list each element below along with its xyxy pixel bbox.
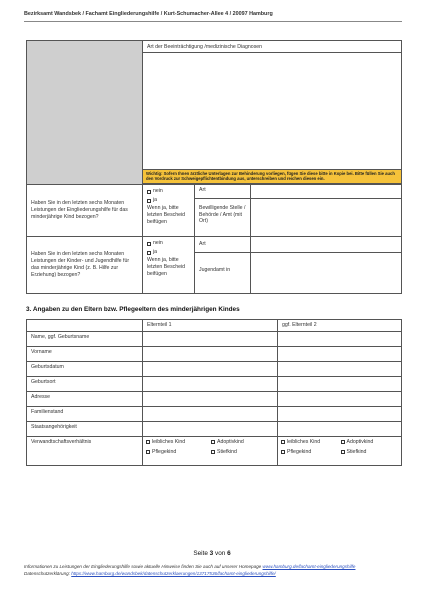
question-text: Haben Sie in den letzten sechs Monaten Leistungen der Eingliederungshilfe für das minderjährige Kind bezogen? — [27, 185, 143, 236]
col-parent-1: Elternteil 1 — [143, 320, 278, 331]
parent-1-field[interactable] — [143, 377, 278, 391]
checkbox-stiefkind[interactable] — [211, 450, 215, 454]
option-yes-label: ja — [153, 197, 158, 203]
page-current: 3 — [209, 550, 214, 557]
row-label: Geburtsort — [27, 377, 143, 391]
table-row — [27, 377, 401, 392]
checkbox-label: Stiefkind — [217, 449, 237, 455]
row-label: Geburtsdatum — [27, 362, 143, 376]
table-row — [27, 407, 401, 422]
table-row — [27, 332, 401, 347]
checkbox-leibliches-kind[interactable] — [281, 440, 285, 444]
yes-note: Wenn ja, bitte letzten Bescheid beifügen — [147, 205, 186, 225]
section-3-title: 3. Angaben zu den Eltern bzw. Pflegeeltern des minderjährigen Kindes — [26, 306, 240, 313]
checkbox-label: leibliches Kind — [287, 439, 321, 445]
checkbox-adoptivkind[interactable] — [341, 440, 345, 444]
row-label: Vorname — [27, 347, 143, 361]
art-label: Art — [195, 185, 251, 198]
art-label: Art — [195, 237, 251, 252]
privacy-label: Datenschutzerklärung: — [24, 571, 72, 576]
table-row — [27, 347, 401, 362]
parent-2-field[interactable] — [278, 422, 401, 436]
parent-1-field[interactable] — [143, 362, 278, 376]
parent-2-field[interactable] — [278, 332, 401, 346]
option-yes-label: ja — [153, 249, 158, 255]
question-text: Haben Sie in den letzten sechs Monaten Leistungen der Kinder- und Jugendhilfe für das minderjährige Kind (z. B. Hilfe zur Erziehung) bezogen? — [27, 237, 143, 293]
table-header-row — [27, 320, 401, 332]
art-field[interactable] — [251, 237, 401, 252]
checkbox-yes[interactable] — [147, 199, 151, 203]
info-text: Informationen zu Leistungen der Eingliederungshilfe sowie aktuelle Hinweise finden Sie auch auf unserer Homepage — [24, 564, 263, 569]
parent-2-field[interactable] — [278, 377, 401, 391]
checkbox-no[interactable] — [147, 242, 151, 246]
table-row — [27, 392, 401, 407]
parent-1-field[interactable] — [143, 407, 278, 421]
footer-info — [24, 563, 408, 577]
privacy-link[interactable]: https://www.hamburg.de/wandsbek/datenschutzerklaerungen/13717536/fachamt-eingliederungshilfe/ — [71, 571, 276, 576]
parent-1-relation — [143, 437, 278, 465]
parent-1-field[interactable] — [143, 392, 278, 406]
row-label: Verwandtschaftsverhältnis — [27, 437, 143, 465]
diagnosis-label: Art der Beeinträchtigung /medizinische Diagnosen — [143, 41, 401, 53]
shaded-column — [27, 41, 143, 184]
table-row — [27, 422, 401, 437]
checkbox-leibliches-kind[interactable] — [146, 440, 150, 444]
warning-note: Wichtig: Sofern Ihnen ärztliche Unterlagen zur Behinderung vorliegen, fügen Sie diese bitte in Kopie bei. Bitte füllen Sie auch den Vordruck zur Schweigepflichtentbindung aus, unterschreiben und reichen diesen ein. — [143, 169, 401, 184]
checkbox-label: leibliches Kind — [152, 439, 186, 445]
row-label: Staatsangehörigkeit — [27, 422, 143, 436]
checkbox-adoptivkind[interactable] — [211, 440, 215, 444]
question-row-eingliederungshilfe — [27, 184, 401, 236]
checkbox-label: Adoptivkind — [346, 439, 374, 445]
page-separator: von — [213, 550, 228, 557]
homepage-link[interactable]: www.hamburg.de/fachamt-eingliederungshilfe — [262, 564, 356, 569]
table-row — [27, 362, 401, 377]
question-row-jugendhilfe — [27, 236, 401, 293]
checkbox-yes[interactable] — [147, 251, 151, 255]
disability-table — [26, 40, 402, 294]
checkbox-stiefkind[interactable] — [341, 450, 345, 454]
page-number — [0, 550, 424, 557]
header-divider — [24, 21, 402, 22]
answer-options — [143, 185, 195, 236]
youth-office-label: Jugendamt in — [195, 253, 251, 294]
row-label: Adresse — [27, 392, 143, 406]
diagnosis-input-area[interactable] — [143, 53, 401, 169]
authority-label: Bewilligende Stelle / Behörde / Amt (mit Ort) — [195, 199, 251, 237]
col-parent-2: ggf. Elternteil 2 — [282, 322, 317, 328]
row-label: Name, ggf. Geburtsname — [27, 332, 143, 346]
parents-table — [26, 319, 402, 466]
checkbox-label: Pflegekind — [287, 449, 312, 455]
yes-note: Wenn ja, bitte letzten Bescheid beifügen — [147, 257, 186, 277]
checkbox-no[interactable] — [147, 190, 151, 194]
parent-2-field[interactable] — [278, 407, 401, 421]
checkbox-label: Adoptivkind — [217, 439, 244, 445]
parent-1-field[interactable] — [143, 422, 278, 436]
checkbox-label: Stiefkind — [346, 449, 367, 455]
parent-2-field[interactable] — [278, 362, 401, 376]
table-row — [27, 437, 401, 465]
page-prefix: Seite — [193, 550, 210, 557]
parent-2-field[interactable] — [278, 347, 401, 361]
option-no-label: nein — [153, 188, 163, 194]
art-field[interactable] — [251, 185, 401, 198]
checkbox-pflegekind[interactable] — [281, 450, 285, 454]
option-no-label: nein — [153, 240, 163, 246]
parent-1-field[interactable] — [143, 347, 278, 361]
page-total: 6 — [227, 550, 231, 557]
page-header: Bezirksamt Wandsbek / Fachamt Eingliederungshilfe / Kurt-Schumacher-Allee 4 / 20097 Hamburg — [24, 11, 273, 17]
header-empty — [27, 320, 143, 331]
authority-field[interactable] — [251, 199, 401, 237]
answer-options — [143, 237, 195, 293]
checkbox-pflegekind[interactable] — [146, 450, 150, 454]
parent-2-field[interactable] — [278, 392, 401, 406]
checkbox-label: Pflegekind — [152, 449, 177, 455]
parent-2-relation — [278, 437, 401, 465]
parent-1-field[interactable] — [143, 332, 278, 346]
youth-office-field[interactable] — [251, 253, 401, 294]
row-label: Familienstand — [27, 407, 143, 421]
